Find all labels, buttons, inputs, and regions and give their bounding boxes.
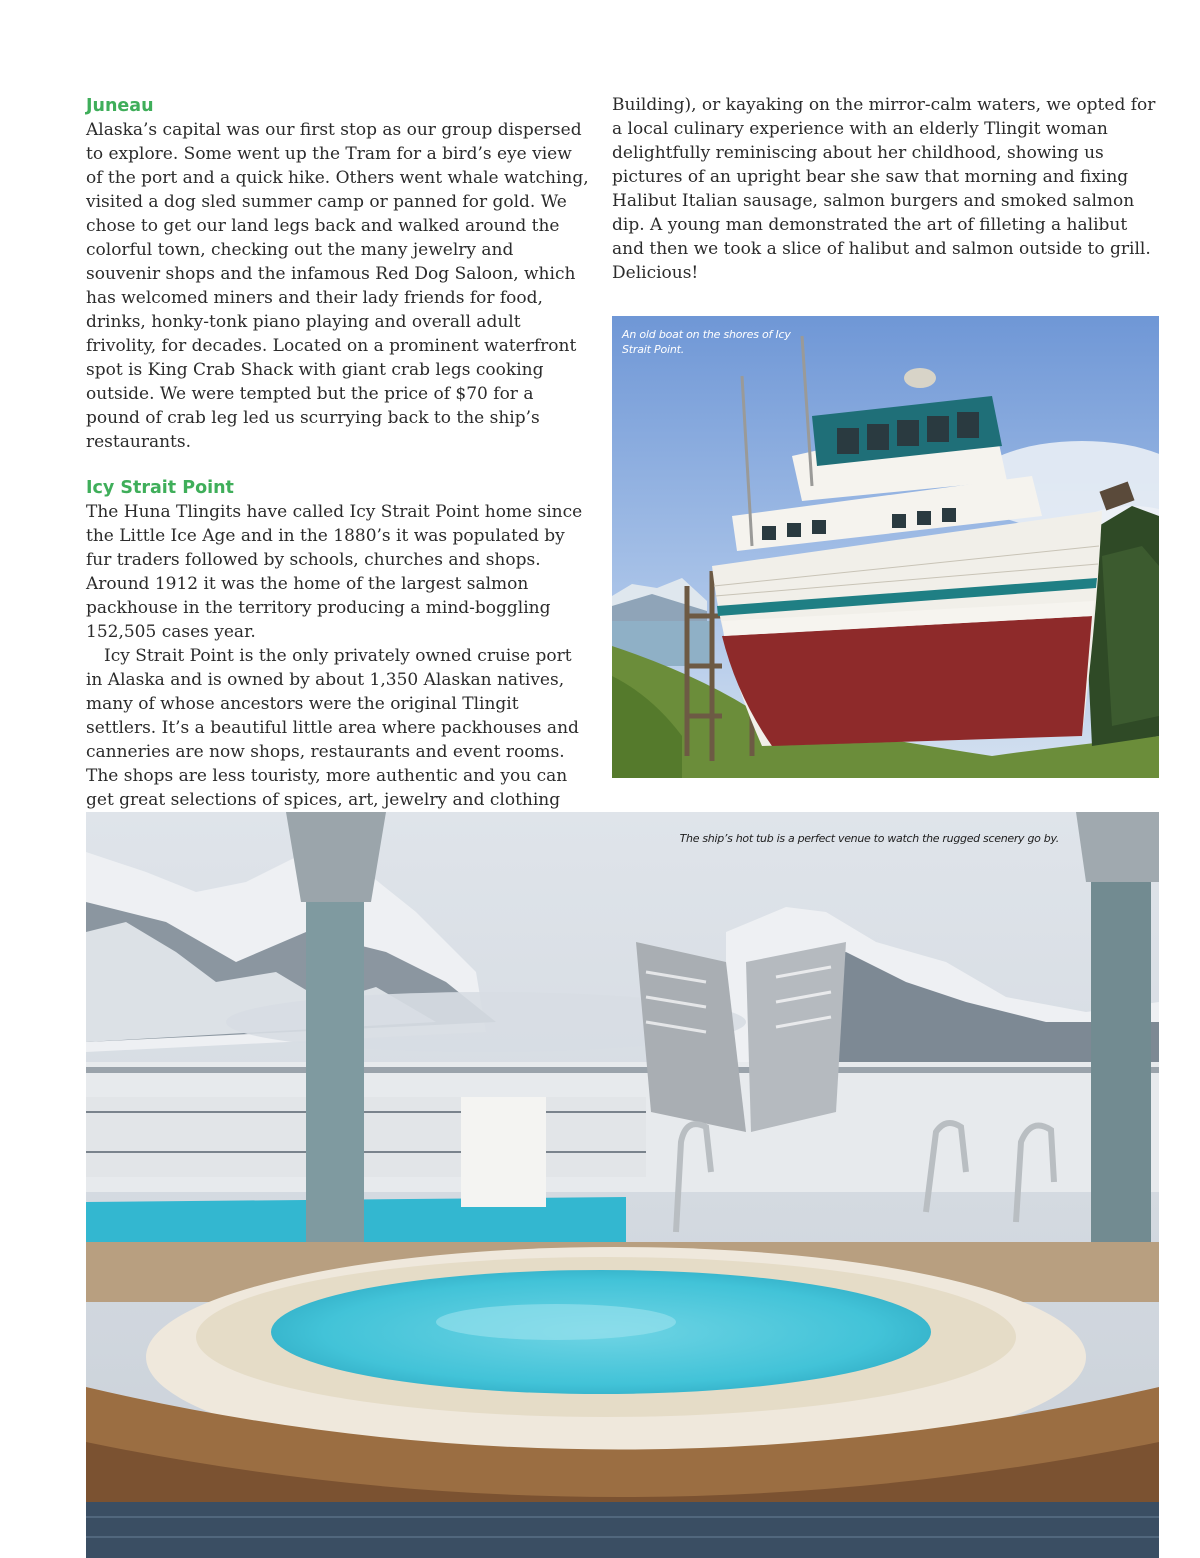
icy-strait-paragraph-2: Icy Strait Point is the only privately owned cruise port in Alaska and is owned by about 1,350 Alaskan natives, many of whose ancestors were the original Tlingit settlers. It’s a beautiful little area where packhouses and canneries are now shops, restaurants and event rooms. The shops are less touristy, more authentic and you can get great selections of spices, art, jewelry and clothing	[86, 646, 579, 810]
icy-strait-paragraph-1: The Huna Tlingits have called Icy Strait Point home since the Little Ice Age and in the 1880’s it was populated by fur traders followed by schools, churches and shops. Around 1912 it was the home of the largest salmon packhouse in the territory producing a mind-boggling 152,505 cases year.	[86, 502, 583, 642]
left-column	[86, 94, 591, 908]
juneau-heading: Juneau	[86, 96, 154, 116]
hot-tub-photo	[86, 812, 1159, 1558]
hot-tub-caption: The ship’s hot tub is a perfect venue to watch the rugged scenery go by.	[679, 832, 1059, 845]
boat-caption: An old boat on the shores of Icy Strait Point.	[622, 328, 791, 356]
hot-tub-illustration	[86, 812, 1159, 1558]
juneau-paragraph: Alaska’s capital was our first stop as our group dispersed to explore. Some went up the Tram for a bird’s eye view of the port and a quick hike. Others went whale watching, visited a dog sled summer camp or panned for gold. We chose to get our land legs back and walked around the colorful town, checking out the many jewelry and souvenir shops and the infamous Red Dog Saloon, which has welcomed miners and their lady friends for food, drinks, honky-tonk piano playing and overall adult frivolity, for decades. Located on a prominent waterfront spot is King Crab Shack with giant crab legs cooking outside. We were tempted but the price of $70 for a pound of crab leg led us scurrying back to the ship’s restaurants.	[86, 120, 589, 452]
culinary-paragraph: Building), or kayaking on the mirror-calm waters, we opted for a local culinary experience with an elderly Tlingit woman delightfully reminiscing about her childhood, showing us pictures of an upright bear she saw that morning and fixing Halibut Italian sausage, salmon burgers and smoked salmon dip. A young man demonstrated the art of filleting a halibut and then we took a slice of halibut and salmon outside to grill. Delicious!	[612, 95, 1156, 283]
right-column	[612, 93, 1160, 285]
boat-photo	[612, 316, 1159, 778]
boat-illustration	[612, 316, 1159, 778]
icy-strait-heading: Icy Strait Point	[86, 478, 234, 498]
